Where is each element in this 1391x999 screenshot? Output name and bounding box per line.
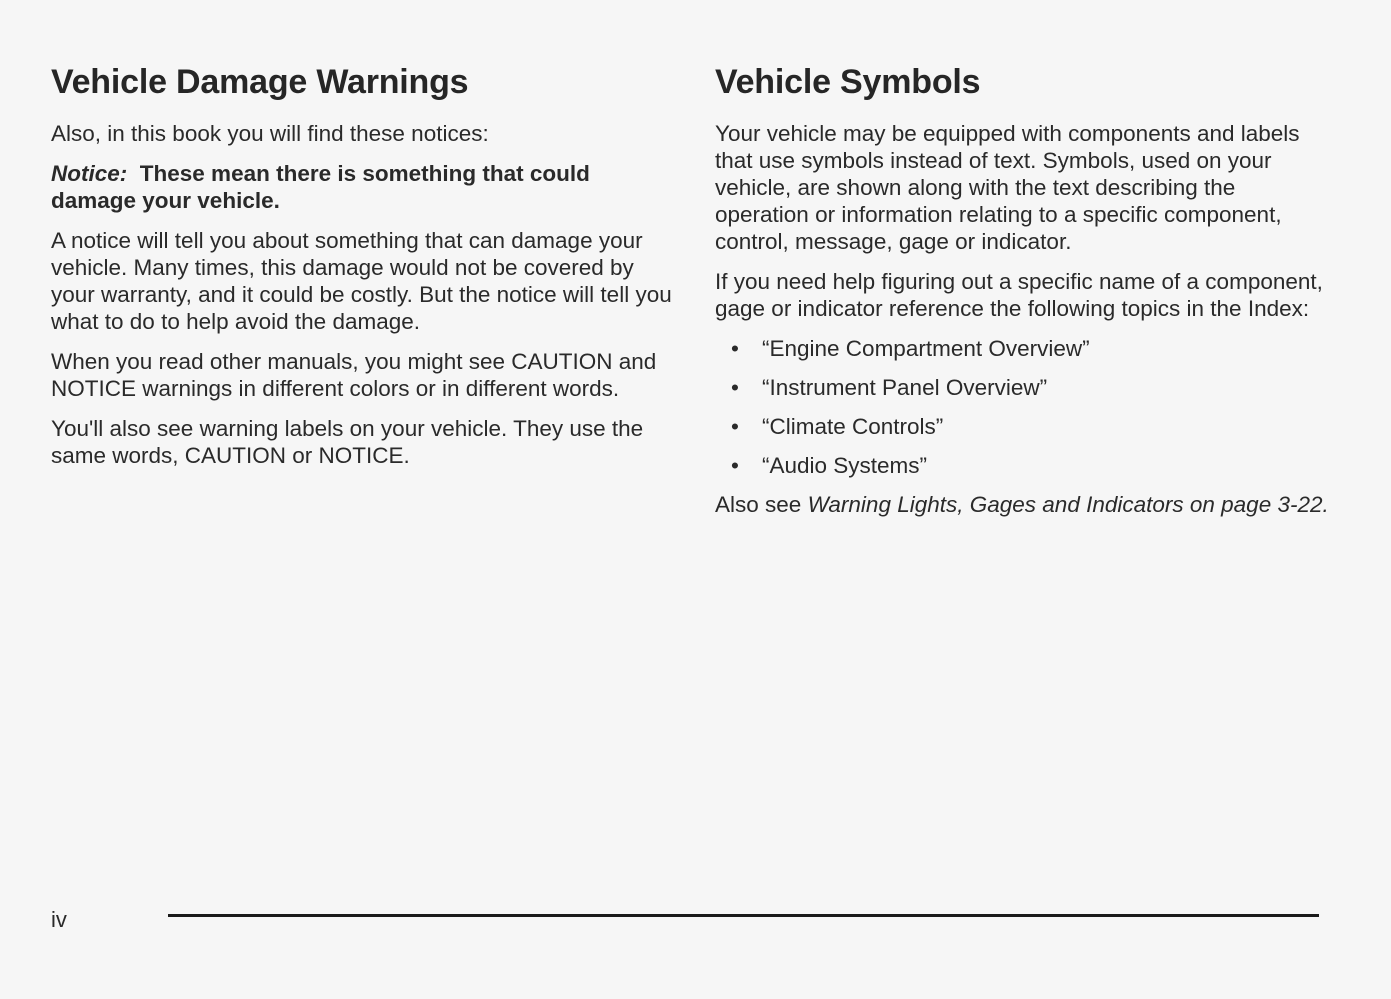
list-item-text: “Audio Systems”: [762, 452, 928, 478]
list-item: [715, 452, 1335, 479]
warning-labels-paragraph: You'll also see warning labels on your vehicle. They use the same words, CAUTION or NOTICE.: [51, 415, 644, 468]
page-number: iv: [51, 907, 67, 932]
index-reference-paragraph: If you need help figuring out a specific name of a component, gage or indicator reference the following topics in the Index:: [715, 268, 1323, 321]
notice-text: These mean there is something that could damage your vehicle.: [51, 160, 590, 213]
footer-divider: [168, 914, 1319, 917]
left-column: [51, 62, 676, 482]
intro-paragraph: Also, in this book you will find these notices:: [51, 120, 489, 146]
right-column: [715, 62, 1335, 531]
index-topics-list: [715, 335, 1335, 479]
list-item: [715, 413, 1335, 440]
also-see-paragraph: [715, 491, 1335, 518]
bullet-icon: •: [731, 374, 739, 400]
notice-paragraph: [51, 160, 676, 214]
list-item: [715, 374, 1335, 401]
bullet-icon: •: [731, 452, 739, 478]
list-item-text: “Climate Controls”: [762, 413, 944, 439]
also-see-reference: Warning Lights, Gages and Indicators on page 3-22.: [807, 491, 1329, 517]
also-see-prefix: Also see: [715, 491, 802, 517]
list-item-text: “Instrument Panel Overview”: [762, 374, 1048, 400]
list-item-text: “Engine Compartment Overview”: [762, 335, 1090, 361]
notice-explanation-paragraph: A notice will tell you about something that can damage your vehicle. Many times, this damage would not be covered by your warranty, and it could be costly. But the notice will tell you what to do to help avoid the damage.: [51, 227, 672, 334]
bullet-icon: •: [731, 413, 739, 439]
other-manuals-paragraph: When you read other manuals, you might see CAUTION and NOTICE warnings in different colors or in different words.: [51, 348, 657, 401]
symbols-intro-paragraph: Your vehicle may be equipped with components and labels that use symbols instead of text. Symbols, used on your vehicle, are shown along with the text describing the operation or information relating to a specific component, control, message, gage or indicator.: [715, 120, 1300, 254]
bullet-icon: •: [731, 335, 739, 361]
notice-label: Notice:: [51, 160, 128, 186]
section-title-vehicle-symbols: Vehicle Symbols: [715, 63, 981, 101]
list-item: [715, 335, 1335, 362]
section-title-vehicle-damage-warnings: Vehicle Damage Warnings: [51, 63, 469, 101]
